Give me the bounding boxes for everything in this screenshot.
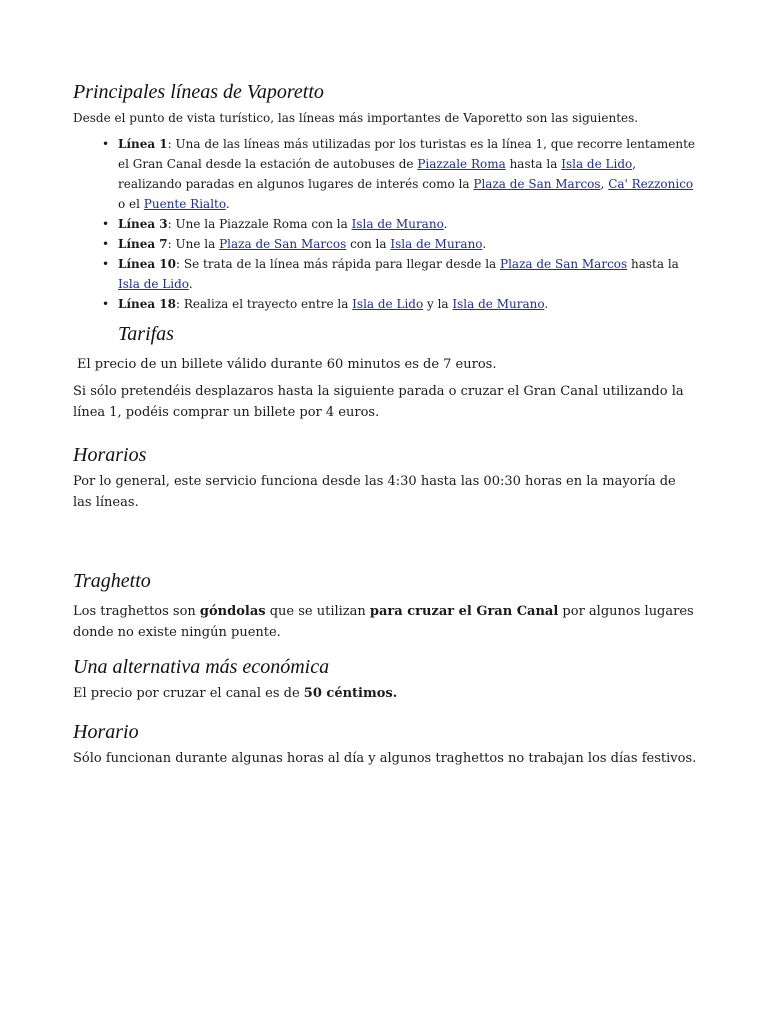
linea-text: hasta la — [627, 257, 679, 271]
link-isla-de-lido[interactable]: Isla de Lido — [118, 277, 189, 291]
alternativa-bold-precio: 50 céntimos. — [303, 686, 398, 701]
list-item-linea-18 — [102, 294, 698, 314]
traghetto-text: que se utilizan — [265, 604, 370, 619]
link-isla-de-murano[interactable]: Isla de Murano — [452, 297, 545, 311]
linea-text: . — [188, 277, 193, 291]
linea-label: Línea 1 — [118, 137, 168, 151]
alternativa-text: El precio por cruzar el canal es de — [73, 686, 304, 701]
linea-text: : Une la — [167, 237, 220, 251]
heading-horarios: Horarios — [73, 444, 147, 466]
linea-label: Línea 7 — [118, 237, 168, 251]
bullet-icon: • — [102, 257, 110, 271]
linea-text: . — [225, 197, 230, 211]
linea-text: y la — [423, 297, 453, 311]
link-isla-de-lido[interactable]: Isla de Lido — [352, 297, 424, 311]
alternativa-paragraph — [73, 683, 698, 704]
heading-tarifas: Tarifas — [118, 323, 174, 345]
linea-text: , — [600, 177, 609, 191]
link-puente-rialto[interactable]: Puente Rialto — [143, 197, 226, 211]
linea-text: . — [544, 297, 549, 311]
list-item-linea-10 — [102, 254, 698, 294]
linea-text: . — [482, 237, 487, 251]
heading-traghetto: Traghetto — [73, 570, 151, 592]
linea-text: : Una de las líneas más utilizadas por los turistas es la línea 1, que recorre lentamente el Gran Canal desde la estación de autobuses de — [118, 137, 696, 171]
horarios-paragraph: Por lo general, este servicio funciona desde las 4:30 hasta las 00:30 horas en la mayoría de las líneas. — [73, 474, 676, 510]
linea-label: Línea 3 — [118, 217, 168, 231]
traghetto-text: Los traghettos son — [73, 604, 200, 619]
linea-text: : Se trata de la línea más rápida para llegar desde la — [176, 257, 501, 271]
tarifas-paragraph-1: El precio de un billete válido durante 60 minutos es de 7 euros. — [77, 357, 497, 372]
linea-text: o el — [118, 197, 144, 211]
link-plaza-de-san-marcos[interactable]: Plaza de San Marcos — [500, 257, 628, 271]
traghetto-text: por algunos lugares donde no existe ningún puente. — [73, 604, 694, 640]
linea-text: : Realiza el trayecto entre la — [176, 297, 353, 311]
bullet-icon: • — [102, 137, 110, 151]
heading-principales-lineas: Principales líneas de Vaporetto — [73, 81, 324, 103]
bullet-icon: • — [102, 237, 110, 251]
bullet-icon: • — [102, 297, 110, 311]
bullet-icon: • — [102, 217, 110, 231]
tarifas-paragraph-2: Si sólo pretendéis desplazaros hasta la siguiente parada o cruzar el Gran Canal utilizando la línea 1, podéis comprar un billete por 4 euros. — [73, 384, 684, 420]
linea-text: . — [443, 217, 448, 231]
link-isla-de-lido[interactable]: Isla de Lido — [561, 157, 633, 171]
traghetto-bold-cruzar: para cruzar el Gran Canal — [369, 604, 559, 619]
link-isla-de-murano[interactable]: Isla de Murano — [390, 237, 483, 251]
linea-text: , realizando paradas en algunos lugares de interés como la — [118, 157, 637, 191]
linea-label: Línea 18 — [118, 297, 177, 311]
traghetto-paragraph — [73, 601, 698, 643]
link-plaza-de-san-marcos[interactable]: Plaza de San Marcos — [219, 237, 347, 251]
link-isla-de-murano[interactable]: Isla de Murano — [351, 217, 444, 231]
linea-text: hasta la — [505, 157, 562, 171]
link-piazzale-roma[interactable]: Piazzale Roma — [417, 157, 506, 171]
horario-paragraph: Sólo funcionan durante algunas horas al día y algunos traghettos no trabajan los días festivos. — [73, 751, 697, 766]
heading-horario: Horario — [73, 721, 139, 743]
heading-alternativa-economica: Una alternativa más económica — [73, 656, 330, 678]
list-item-linea-1 — [102, 134, 698, 214]
linea-text: con la — [346, 237, 391, 251]
document-page — [73, 80, 698, 769]
link-plaza-de-san-marcos[interactable]: Plaza de San Marcos — [473, 177, 601, 191]
traghetto-bold-gondolas: góndolas — [199, 604, 266, 619]
list-item-linea-7 — [102, 234, 698, 254]
linea-text: : Une la Piazzale Roma con la — [167, 217, 352, 231]
link-ca-rezzonico[interactable]: Ca' Rezzonico — [608, 177, 694, 191]
linea-label: Línea 10 — [118, 257, 177, 271]
vaporetto-lines-list — [73, 134, 698, 314]
intro-paragraph: Desde el punto de vista turístico, las líneas más importantes de Vaporetto son las siguientes. — [73, 111, 639, 125]
list-item-linea-3 — [102, 214, 698, 234]
